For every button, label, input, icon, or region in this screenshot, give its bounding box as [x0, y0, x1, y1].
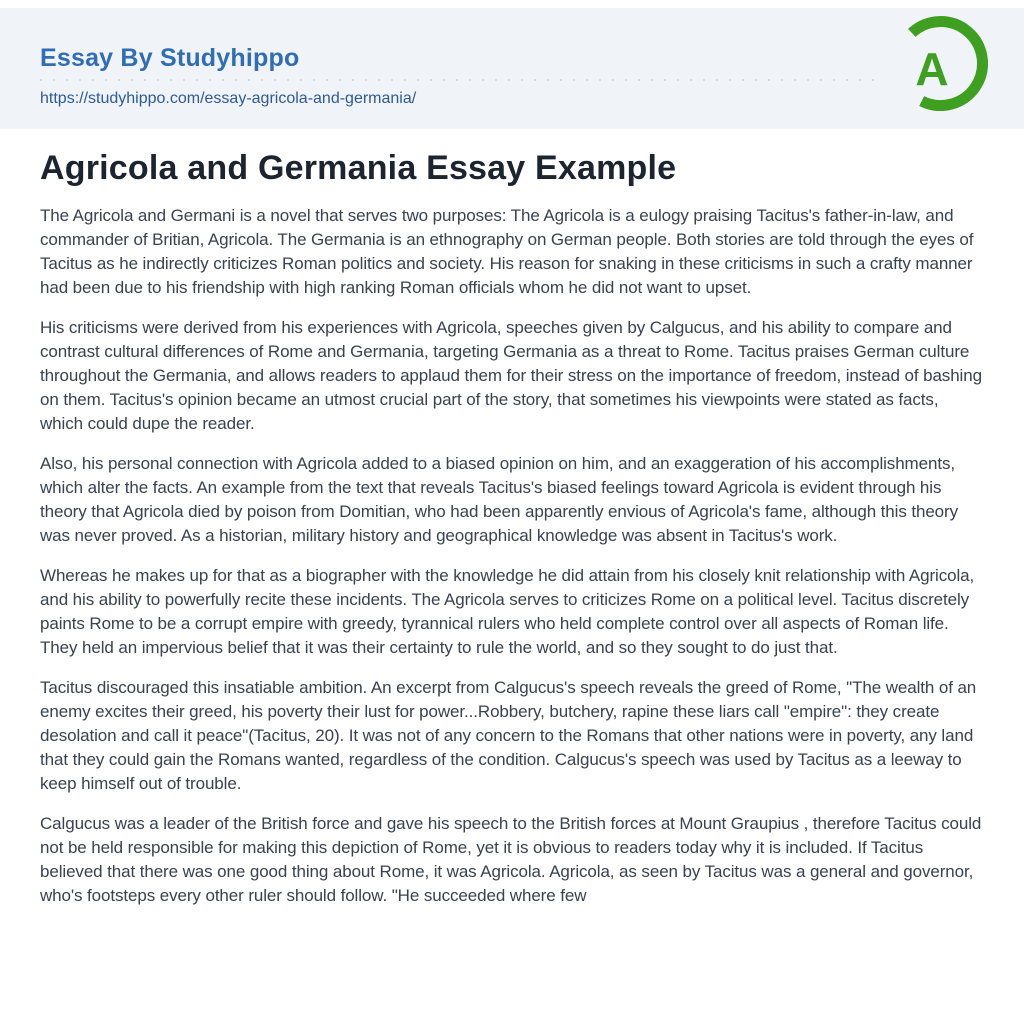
logo-letter: A [915, 43, 949, 96]
page-url-link[interactable]: https://studyhippo.com/essay-agricola-and-germania/ [40, 90, 417, 107]
essay-paragraph: The Agricola and Germani is a novel that serves two purposes: The Agricola is a eulogy praising Tacitus's father-in-law, and commander of Britian, Agricola. The Germania is an ethnography on German people. Both stories are told through the eyes of Tacitus as he indirectly criticizes Roman politics and society. His reason for snaking in these criticisms in such a crafty manner had been due to his friendship with high ranking Roman officials whom he did not want to upset. [40, 206, 974, 297]
essay-paragraph: Tacitus discouraged this insatiable ambition. An excerpt from Calgucus's speech reveals the greed of Rome, "The wealth of an enemy excites their greed, his poverty their lust for power...Robbery, butchery, rapine these liars call "empire": they create desolation and call it peace"(Tacitus, 20). It was not of any concern to the Romans that other nations were in poverty, any land that they could gain the Romans wanted, regardless of the condition. Calgucus's speech was used by Tacitus as a leeway to keep himself out of trouble. [40, 678, 977, 793]
essay-paragraph: His criticisms were derived from his experiences with Agricola, speeches given by Calgucus, and his ability to compare and contrast cultural differences of Rome and Germania, targeting Germania as a threat to Rome. Tacitus praises German culture throughout the Germania, and allows readers to applaud them for their stress on the importance of freedom, instead of bashing on them. Tacitus's opinion became an utmost crucial part of the story, that sometimes his viewpoints were stated as facts, which could dupe the reader. [40, 318, 982, 433]
essay-paragraph: Also, his personal connection with Agricola added to a biased opinion on him, and an exaggeration of his accomplishments, which alter the facts. An example from the text that reveals Tacitus's biased feelings toward Agricola is evident through his theory that Agricola died by poison from Domitian, who had been apparently envious of Agricola's fame, although this theory was never proved. As a historian, military history and geographical knowledge was absent in Tacitus's work. [40, 454, 958, 545]
essay-paragraph: Whereas he makes up for that as a biographer with the knowledge he did attain from his closely knit relationship with Agricola, and his ability to powerfully recite these incidents. The Agricola serves to criticizes Rome on a political level. Tacitus discretely paints Rome to be a corrupt empire with greedy, tyrannical rulers who held complete control over all aspects of Roman life. They held an impervious belief that it was their certainty to rule the world, and so they sought to do just that. [40, 566, 975, 657]
site-title: Essay By Studyhippo [40, 44, 300, 72]
studyhippo-logo-icon [893, 16, 988, 111]
essay-content [0, 129, 1024, 908]
dotted-divider [40, 79, 884, 81]
header-text-block [40, 8, 416, 108]
essay-paragraph: Calgucus was a leader of the British force and gave his speech to the British forces at Mount Graupius , therefore Tacitus could not be held responsible for making this depiction of Rome, yet it is obvious to readers today why it is included. If Tacitus believed that there was one good thing about Rome, it was Agricola. Agricola, as seen by Tacitus was a general and governor, who's footsteps every other ruler should follow. "He succeeded where few [40, 814, 982, 905]
page-header [0, 8, 1024, 129]
essay-title: Agricola and Germania Essay Example [40, 149, 677, 187]
essay-body [40, 204, 982, 908]
